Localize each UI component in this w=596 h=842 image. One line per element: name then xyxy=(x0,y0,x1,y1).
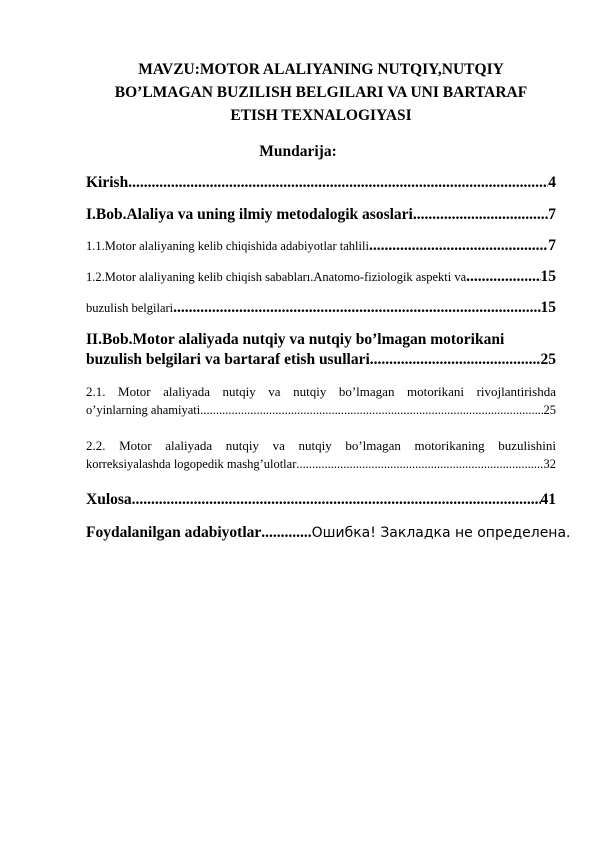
toc-entry-xulosa[interactable] xyxy=(86,491,556,509)
toc-label-line-2-row xyxy=(86,401,556,420)
toc-label-line-1: 2.1. Motor alaliyada nutqiy va nutqiy bo’lmagan motorikani rivojlantirishda xyxy=(86,384,556,399)
toc-label: korreksiyalashda logopedik mashg’ulotlar xyxy=(86,457,297,471)
toc-page-number: 15 xyxy=(540,299,556,316)
toc-entry-kirish[interactable] xyxy=(86,174,556,192)
toc-entry-section-2-2[interactable] xyxy=(86,436,556,474)
toc-label-line-2-row xyxy=(86,350,556,370)
toc-entry-section-2-1[interactable] xyxy=(86,382,556,420)
title-line-3: ETISH TEXNALOGIYASI xyxy=(230,107,412,124)
toc-page-number: 25 xyxy=(543,403,556,417)
toc-entry-chapter-1[interactable] xyxy=(86,206,556,224)
toc-label: Foydalanilgan adabiyotlar xyxy=(86,524,262,541)
toc-leader xyxy=(128,174,548,192)
toc-entry-section-1-1[interactable] xyxy=(86,237,556,255)
contents-heading: Mundarija: xyxy=(259,143,337,160)
toc-leader: ............. xyxy=(261,524,312,541)
toc-label-line-1: II.Bob.Motor alaliyada nutqiy va nutqiy bo’lmagan motorikani xyxy=(86,331,505,348)
title-line-1: MAVZU:MOTOR ALALIYANING NUTQIY,NUTQIY xyxy=(138,61,504,78)
toc-label: Kirish xyxy=(86,174,129,191)
toc-label: buzulish belgilari va bartaraf etish usullari xyxy=(86,351,370,368)
toc-leader xyxy=(370,350,541,370)
toc-label: 1.2.Motor alaliyaning kelib chiqish sababları.Anatomo-fiziologik aspekti va xyxy=(86,270,467,284)
toc-entry-section-1-2-continued[interactable] xyxy=(86,299,556,317)
toc-leader xyxy=(132,491,541,509)
toc-leader xyxy=(173,299,540,317)
toc-entry-chapter-2[interactable] xyxy=(86,330,556,370)
toc-page-number: 4 xyxy=(548,174,556,191)
toc-label: buzulish belgilari xyxy=(86,301,174,315)
toc-leader xyxy=(466,268,540,286)
toc-leader xyxy=(200,401,543,420)
toc-page-number: 15 xyxy=(540,268,556,285)
toc-leader xyxy=(413,206,548,224)
toc-page-number: 7 xyxy=(548,206,556,223)
toc-label: 1.1.Motor alaliyaning kelib chiqishida adabiyotlar tahlili xyxy=(86,239,369,253)
toc-label: Xulosa xyxy=(86,491,132,508)
title-line-2: BO’LMAGAN BUZILISH BELGILARI VA UNI BARTARAF xyxy=(114,84,528,101)
toc-page-number: 7 xyxy=(548,237,556,254)
toc-label-line-2-row xyxy=(86,455,556,474)
toc-label: I.Bob.Alaliya va uning ilmiy metodalogik asoslari xyxy=(86,206,413,223)
toc-leader xyxy=(369,237,548,255)
toc-page-number: 32 xyxy=(543,457,556,471)
toc-leader xyxy=(296,455,543,474)
toc-page-number: 41 xyxy=(540,491,556,508)
bookmark-error-text: Ошибка! Закладка не определена. xyxy=(311,525,571,541)
toc-label-line-1: 2.2. Motor alaliyada nutqiy va nutqiy bo’lmagan motorikaning buzulishini xyxy=(86,438,556,453)
table-of-contents xyxy=(86,0,571,842)
toc-page-number: 25 xyxy=(540,351,556,368)
toc-label: o’yinlarning ahamiyati xyxy=(86,403,201,417)
toc-entry-section-1-2[interactable] xyxy=(86,268,556,286)
toc-entry-references[interactable] xyxy=(86,524,571,542)
